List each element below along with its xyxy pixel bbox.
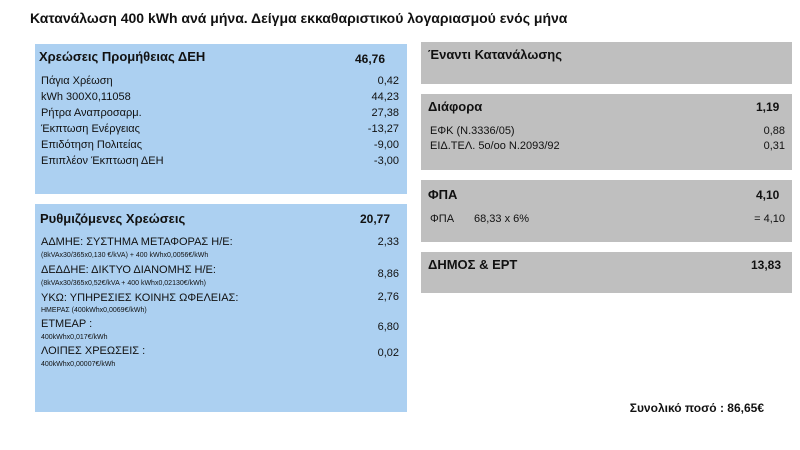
misc-item-label: ΕΙΔ.ΤΕΛ. 5ο/οο Ν.2093/92	[430, 140, 560, 152]
supply-item-value: 44,23	[371, 91, 399, 103]
against-consumption-box	[421, 42, 792, 84]
supply-item-value: -9,00	[373, 139, 399, 151]
misc-item-value: 0,88	[763, 125, 785, 137]
against-consumption-title: Έναντι Κατανάλωσης	[428, 47, 562, 62]
supply-item-value: -3,00	[373, 155, 399, 167]
regulated-item-label: ΛΟΙΠΕΣ ΧΡΕΩΣΕΙΣ :	[41, 345, 146, 357]
regulated-item-value: 2,33	[377, 236, 399, 248]
municipal-box	[421, 252, 792, 293]
misc-item-value: 0,31	[763, 140, 785, 152]
regulated-item-label: ΑΔΜΗΕ: ΣΥΣΤΗΜΑ ΜΕΤΑΦΟΡΑΣ Η/Ε:	[41, 236, 233, 248]
vat-title: ΦΠΑ	[428, 187, 458, 202]
supply-item-value: 27,38	[371, 107, 399, 119]
supply-item-label: Πάγια Χρέωση	[41, 75, 113, 87]
regulated-item-value: 8,86	[377, 268, 399, 280]
supply-item-value: -13,27	[367, 123, 399, 135]
supply-charges-box	[35, 44, 407, 194]
regulated-item-value: 2,76	[377, 291, 399, 303]
vat-calculation: 68,33 x 6%	[474, 213, 530, 225]
supply-item-label: Επιδότηση Πολιτείας	[41, 139, 143, 151]
supply-item-label: kWh 300X0,11058	[41, 91, 131, 103]
supply-charges-total: 46,76	[355, 52, 386, 66]
misc-title: Διάφορα	[428, 99, 483, 114]
misc-item-label: ΕΦΚ (Ν.3336/05)	[430, 125, 515, 137]
grand-total: Συνολικό ποσό : 86,65€	[629, 401, 764, 415]
vat-total: 4,10	[756, 188, 780, 202]
misc-total: 1,19	[756, 100, 780, 114]
supply-item-label: Επιπλέον Έκπτωση ΔΕΗ	[41, 155, 164, 167]
regulated-item-label: ΥΚΩ: ΥΠΗΡΕΣΙΕΣ ΚΟΙΝΗΣ ΩΦΕΛΕΙΑΣ:	[41, 292, 239, 304]
regulated-item-value: 0,02	[377, 347, 399, 359]
regulated-item-value: 6,80	[377, 321, 399, 333]
vat-value: = 4,10	[754, 213, 785, 225]
regulated-item-formula: (8kVAx30/365x0,52€/kVA + 400 kWhx0,02130€/kWh)	[41, 280, 206, 287]
regulated-item-formula: 400kWhx0,00007€/kWh	[41, 361, 116, 368]
municipal-title: ΔΗΜΟΣ & ΕΡΤ	[428, 257, 518, 272]
regulated-charges-title: Ρυθμιζόμενες Χρεώσεις	[40, 211, 186, 226]
regulated-item-label: ΔΕΔΔΗΕ: ΔΙΚΤΥΟ ΔΙΑΝΟΜΗΣ Η/Ε:	[41, 264, 216, 276]
page-title: Κατανάλωση 400 kWh ανά μήνα. Δείγμα εκκαθαριστικού λογαριασμού ενός μήνα	[30, 10, 568, 26]
vat-label: ΦΠΑ	[430, 213, 455, 225]
supply-item-label: Έκπτωση Ενέργειας	[41, 123, 140, 135]
regulated-charges-total: 20,77	[360, 212, 391, 226]
misc-box	[421, 94, 792, 170]
regulated-item-formula: ΗΜΕΡΑΣ (400kWhx0,0069€/kWh)	[41, 307, 147, 314]
vat-box	[421, 180, 792, 242]
supply-item-label: Ρήτρα Αναπροσαρμ.	[41, 107, 142, 119]
regulated-item-label: ΕΤΜΕΑΡ :	[41, 318, 93, 330]
regulated-item-formula: 400kWhx0,017€/kWh	[41, 334, 108, 341]
supply-item-value: 0,42	[377, 75, 399, 87]
regulated-item-formula: (8kVAx30/365x0,130 €/kVA) + 400 kWhx0,0056€/kWh	[41, 252, 209, 259]
regulated-charges-box	[35, 204, 407, 412]
supply-charges-title: Χρεώσεις Προμήθειας ΔΕΗ	[39, 49, 206, 64]
municipal-total: 13,83	[751, 258, 782, 272]
